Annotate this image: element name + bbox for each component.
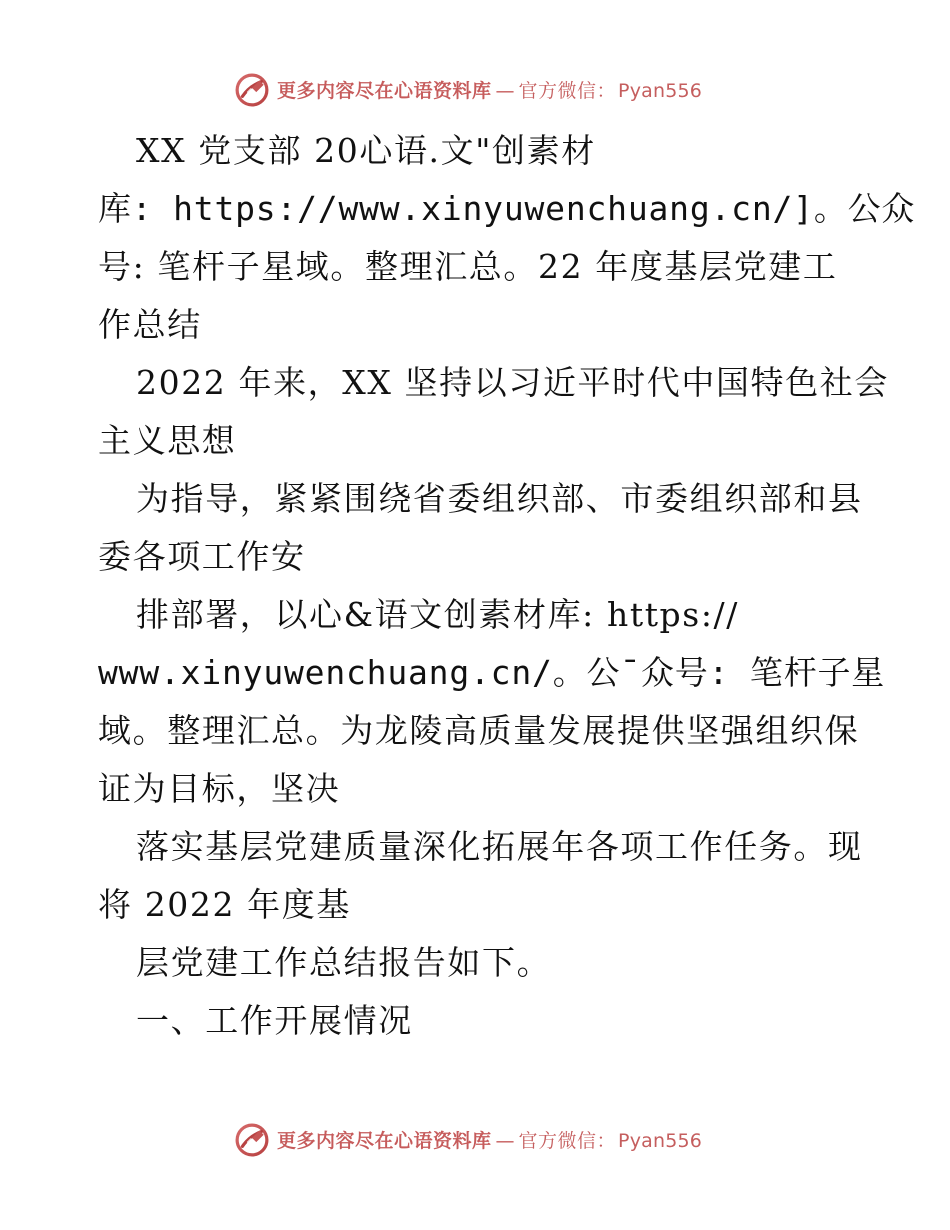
paragraph-line: 将 2022 年度基 [98, 885, 351, 924]
banner-sub-text: 官方微信： [518, 1129, 617, 1152]
section-heading: 一、工作开展情况 [136, 1001, 413, 1040]
paragraph-line: 库: https://www.xinyuwenchuang.cn/]。公众 [98, 189, 916, 228]
paragraph-line: 2022 年来，XX 坚持以习近平时代中国特色社会 [136, 363, 889, 402]
paragraph-line: 作总结 [98, 305, 202, 344]
paragraph-line: 委各项工作安 [98, 537, 306, 576]
paragraph-line: 证为目标，坚决 [98, 769, 341, 808]
document-body [98, 122, 916, 1050]
banner-dash: — [495, 79, 515, 102]
paragraph-line: 落实基层党建质量深化拓展年各项工作任务。现 [136, 827, 863, 866]
banner-sub-text: 官方微信： [518, 79, 617, 102]
banner-text [277, 79, 703, 102]
paragraph-line: 号: 笔杆子星域。整理汇总。22 年度基层党建工 [98, 247, 838, 286]
paragraph-line: 层党建工作总结报告如下。 [136, 943, 552, 982]
pen-logo-icon [235, 1123, 269, 1157]
paragraph-line: 域。整理汇总。为龙陵高质量发展提供坚强组织保 [98, 711, 860, 750]
banner-dash: — [495, 1129, 515, 1152]
banner-text [277, 1129, 703, 1152]
banner-main-text: 更多内容尽在心语资料库 [277, 79, 492, 102]
paragraph-line: www.xinyuwenchuang.cn/。公¯众号: 笔杆子星 [98, 653, 886, 692]
paragraph-line: XX 党支部 20心语.文"创素材 [136, 131, 596, 170]
footer-banner [235, 1123, 755, 1157]
header-banner [235, 73, 755, 107]
paragraph-line: 排部署，以心&语文创素材库: https:// [136, 595, 739, 634]
pen-logo-icon [235, 73, 269, 107]
paragraph-line: 主义思想 [98, 421, 237, 460]
banner-wechat-id: Pyan556 [618, 1129, 703, 1152]
banner-main-text: 更多内容尽在心语资料库 [277, 1129, 492, 1152]
paragraph-line: 为指导，紧紧围绕省委组织部、市委组织部和县 [136, 479, 863, 518]
banner-wechat-id: Pyan556 [618, 79, 703, 102]
